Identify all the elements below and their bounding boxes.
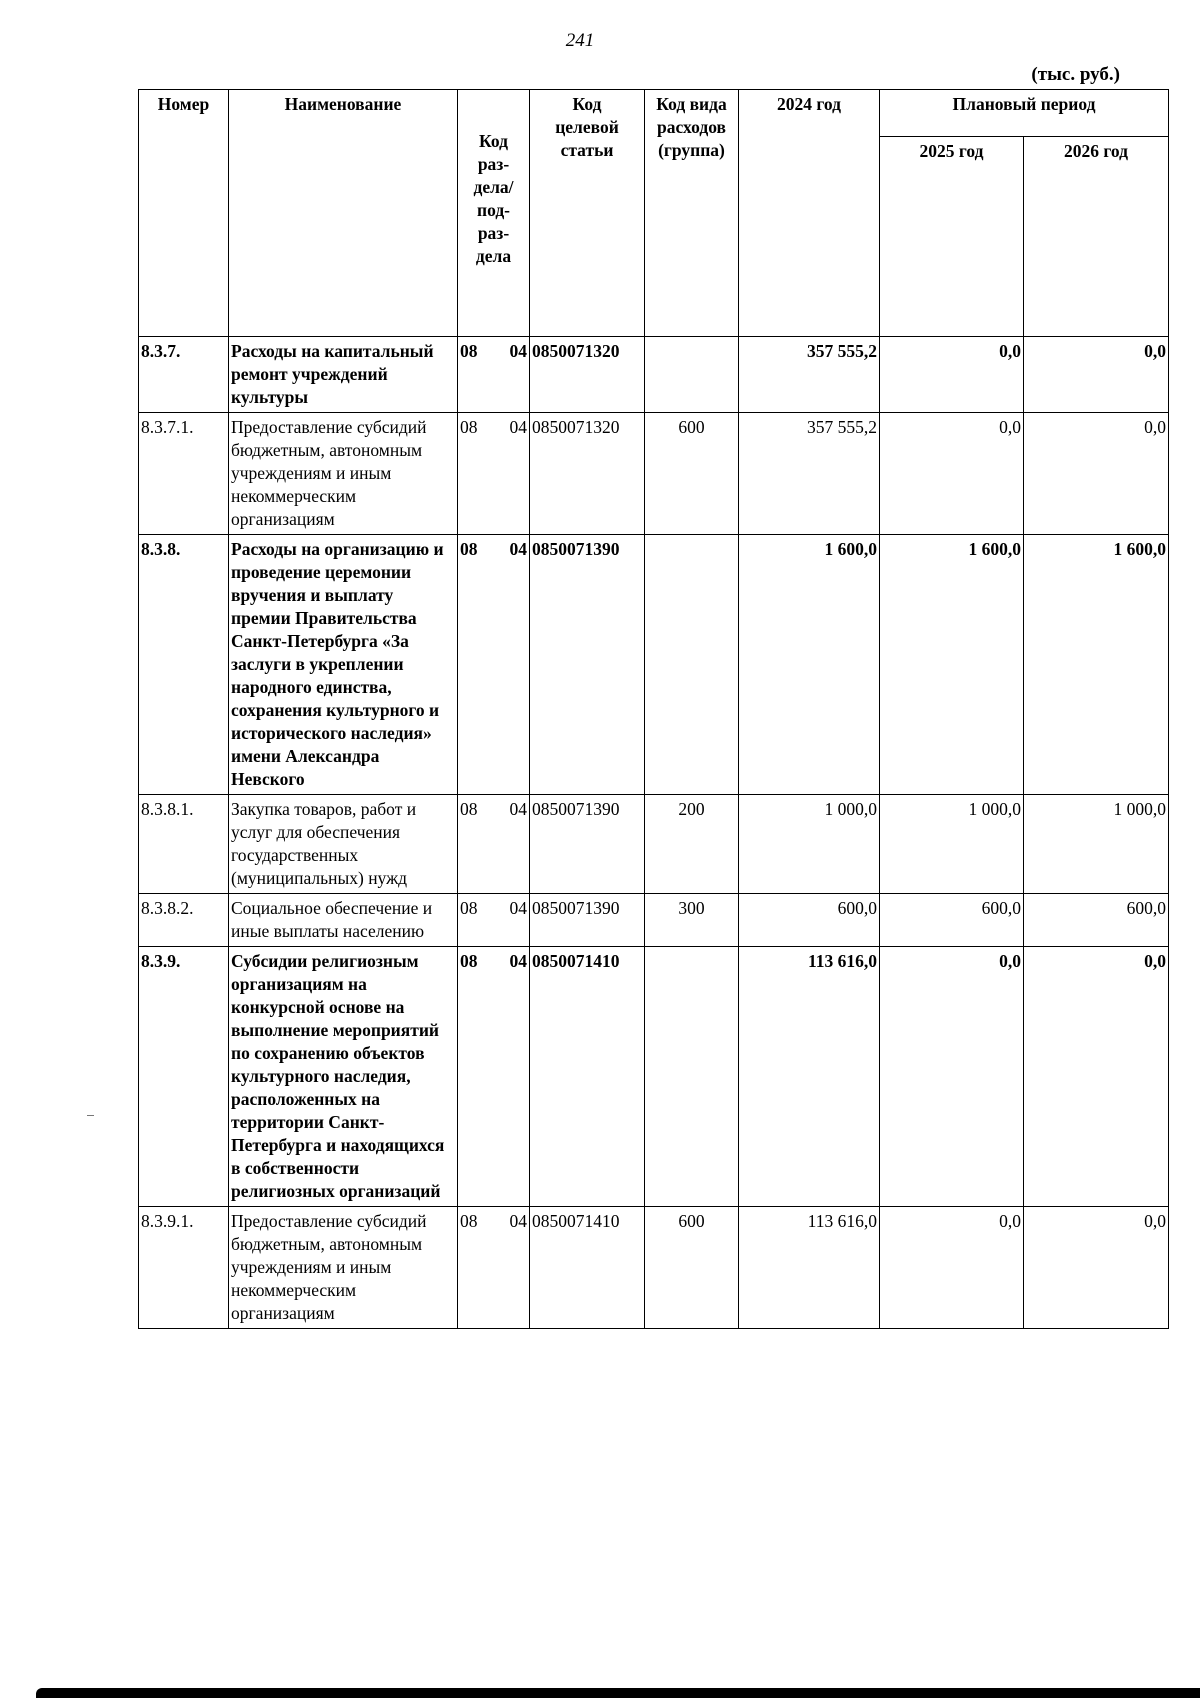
header-expense-group xyxy=(645,90,739,337)
row-amount-2026: 0,0 xyxy=(1024,337,1169,413)
row-number: 8.3.8.1. xyxy=(139,795,229,894)
header-year-2026: 2026 год xyxy=(1024,136,1169,336)
row-expense-group xyxy=(645,535,739,795)
row-number: 8.3.8.2. xyxy=(139,894,229,947)
row-amount-2025: 600,0 xyxy=(880,894,1024,947)
row-number: 8.3.9.1. xyxy=(139,1207,229,1329)
row-subsection: 04 xyxy=(509,341,527,361)
row-target-code: 0850071390 xyxy=(530,535,645,795)
row-target-code: 0850071390 xyxy=(530,894,645,947)
header-section-code xyxy=(458,90,530,337)
header-section-code-text: Код раз- дела/ под- раз- дела xyxy=(473,131,514,266)
row-number: 8.3.7. xyxy=(139,337,229,413)
row-subsection: 04 xyxy=(509,951,527,971)
units-label: (тыс. руб.) xyxy=(1031,64,1120,85)
row-target-code: 0850071390 xyxy=(530,795,645,894)
budget-table xyxy=(138,89,1169,1329)
row-subsection: 04 xyxy=(509,1211,527,1231)
row-amount-2026: 0,0 xyxy=(1024,1207,1169,1329)
table-row xyxy=(139,535,1169,795)
header-year-2025: 2025 год xyxy=(880,136,1024,336)
row-section-code xyxy=(458,894,530,947)
table-row xyxy=(139,894,1169,947)
page-number: 241 xyxy=(565,30,595,51)
row-section: 08 xyxy=(460,951,478,971)
row-expense-group xyxy=(645,337,739,413)
row-number: 8.3.8. xyxy=(139,535,229,795)
row-amount-2024: 357 555,2 xyxy=(739,337,880,413)
row-expense-group: 600 xyxy=(645,413,739,535)
row-amount-2026: 600,0 xyxy=(1024,894,1169,947)
row-amount-2024: 600,0 xyxy=(739,894,880,947)
row-expense-group: 200 xyxy=(645,795,739,894)
row-amount-2026: 1 000,0 xyxy=(1024,795,1169,894)
row-name: Расходы на организацию и проведение церемонии вручения и выплату премии Правительства Санкт-Петербурга «За заслуги в укреплении народного единства, сохранения культурного и исторического наследия» имени Александра Невского xyxy=(229,535,458,795)
row-subsection: 04 xyxy=(509,539,527,559)
row-amount-2024: 1 000,0 xyxy=(739,795,880,894)
row-name: Расходы на капитальный ремонт учреждений культуры xyxy=(229,337,458,413)
table-row xyxy=(139,947,1169,1207)
row-section-code xyxy=(458,795,530,894)
row-amount-2025: 0,0 xyxy=(880,413,1024,535)
row-target-code: 0850071320 xyxy=(530,337,645,413)
row-amount-2024: 113 616,0 xyxy=(739,1207,880,1329)
row-target-code: 0850071320 xyxy=(530,413,645,535)
table-body xyxy=(139,337,1169,1329)
row-amount-2026: 0,0 xyxy=(1024,947,1169,1207)
scan-edge-bar xyxy=(36,1688,1200,1698)
margin-mark xyxy=(87,1115,94,1116)
row-amount-2024: 357 555,2 xyxy=(739,413,880,535)
row-section-code xyxy=(458,535,530,795)
row-section-code xyxy=(458,337,530,413)
header-name: Наименование xyxy=(229,90,458,337)
row-name: Субсидии религиозным организациям на конкурсной основе на выполнение мероприятий по сохранению объектов культурного наследия, расположенных на территории Санкт-Петербурга и находящихся в собственности религиозных организаций xyxy=(229,947,458,1207)
row-amount-2026: 1 600,0 xyxy=(1024,535,1169,795)
header-year-2024: 2024 год xyxy=(739,90,880,337)
row-section-code xyxy=(458,413,530,535)
row-target-code: 0850071410 xyxy=(530,947,645,1207)
row-name: Социальное обеспечение и иные выплаты населению xyxy=(229,894,458,947)
table-row xyxy=(139,795,1169,894)
row-section: 08 xyxy=(460,898,478,918)
table-row xyxy=(139,413,1169,535)
row-name: Предоставление субсидий бюджетным, автономным учреждениям и иным некоммерческим организациям xyxy=(229,1207,458,1329)
row-name: Закупка товаров, работ и услуг для обеспечения государственных (муниципальных) нужд xyxy=(229,795,458,894)
row-expense-group xyxy=(645,947,739,1207)
row-amount-2024: 113 616,0 xyxy=(739,947,880,1207)
row-section: 08 xyxy=(460,539,478,559)
row-subsection: 04 xyxy=(509,898,527,918)
row-amount-2025: 0,0 xyxy=(880,947,1024,1207)
row-section-code xyxy=(458,947,530,1207)
header-target-code xyxy=(530,90,645,337)
row-amount-2024: 1 600,0 xyxy=(739,535,880,795)
header-expense-group-text: Код вида расходов (группа) xyxy=(656,94,727,160)
row-expense-group: 300 xyxy=(645,894,739,947)
row-section-code xyxy=(458,1207,530,1329)
row-number: 8.3.7.1. xyxy=(139,413,229,535)
row-section: 08 xyxy=(460,341,478,361)
row-subsection: 04 xyxy=(509,799,527,819)
header-row-1 xyxy=(139,90,1169,137)
row-amount-2025: 0,0 xyxy=(880,1207,1024,1329)
table-row xyxy=(139,337,1169,413)
table-row xyxy=(139,1207,1169,1329)
row-amount-2025: 0,0 xyxy=(880,337,1024,413)
row-number: 8.3.9. xyxy=(139,947,229,1207)
row-amount-2025: 1 600,0 xyxy=(880,535,1024,795)
header-number: Номер xyxy=(139,90,229,337)
row-subsection: 04 xyxy=(509,417,527,437)
row-section: 08 xyxy=(460,799,478,819)
row-amount-2026: 0,0 xyxy=(1024,413,1169,535)
row-name: Предоставление субсидий бюджетным, автономным учреждениям и иным некоммерческим организациям xyxy=(229,413,458,535)
row-target-code: 0850071410 xyxy=(530,1207,645,1329)
header-target-code-text: Код целевой статьи xyxy=(555,94,619,160)
row-section: 08 xyxy=(460,417,478,437)
row-section: 08 xyxy=(460,1211,478,1231)
row-expense-group: 600 xyxy=(645,1207,739,1329)
header-planning-period: Плановый период xyxy=(880,90,1169,137)
row-amount-2025: 1 000,0 xyxy=(880,795,1024,894)
